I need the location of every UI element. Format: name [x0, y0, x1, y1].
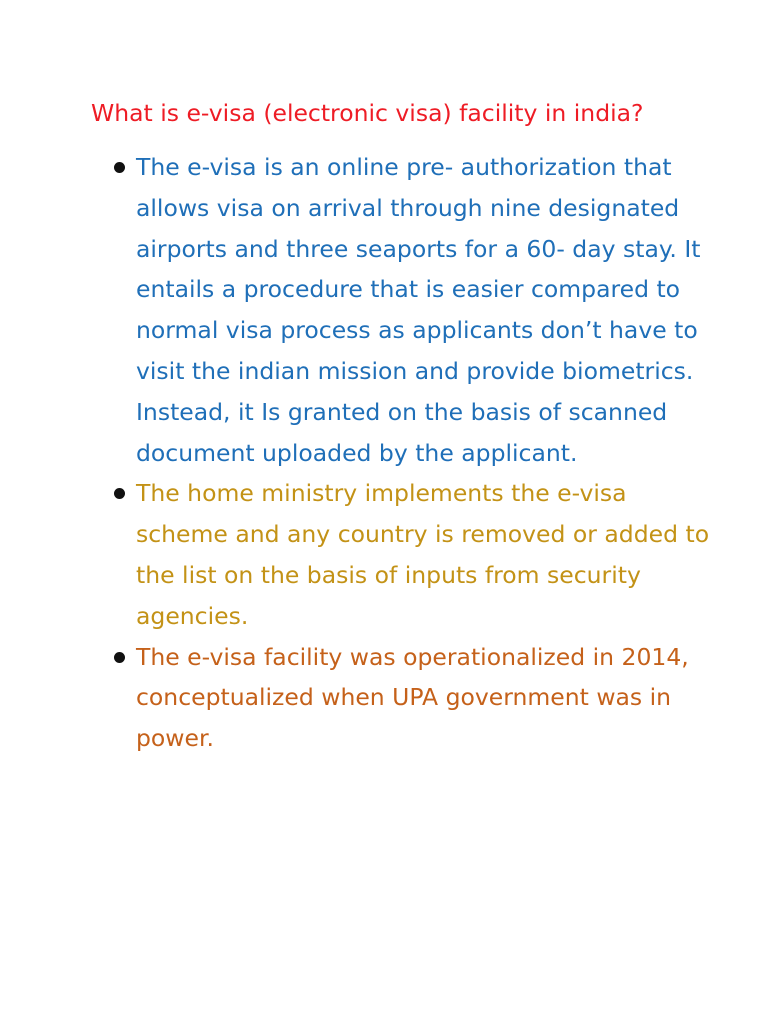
bullet-list — [111, 147, 711, 759]
bullet-item-home-ministry — [111, 473, 711, 636]
bullet-item-operationalized — [111, 637, 711, 759]
bullet-icon — [114, 162, 125, 173]
bullet-text: The home ministry implements the e-visa scheme and any country is removed or added to the list on the basis of inputs from security agencies. — [136, 479, 710, 630]
bullet-text: The e-visa facility was operationalized in 2014, conceptualized when UPA government was in power. — [136, 642, 689, 753]
bullet-icon — [114, 652, 125, 663]
bullet-text: The e-visa is an online pre- authorization that allows visa on arrival through nine designated airports and three seaports for a 60- day stay. It entails a procedure that is easier compared to normal visa process as applicants don’t have to visit the indian mission and provide biometrics. Instead, it Is granted on the basis of scanned document uploaded by the applicant. — [136, 153, 701, 467]
bullet-item-online-preauthorization — [111, 147, 711, 473]
bullet-icon — [114, 488, 125, 499]
document-heading: What is e-visa (electronic visa) facility in india? — [91, 99, 644, 127]
